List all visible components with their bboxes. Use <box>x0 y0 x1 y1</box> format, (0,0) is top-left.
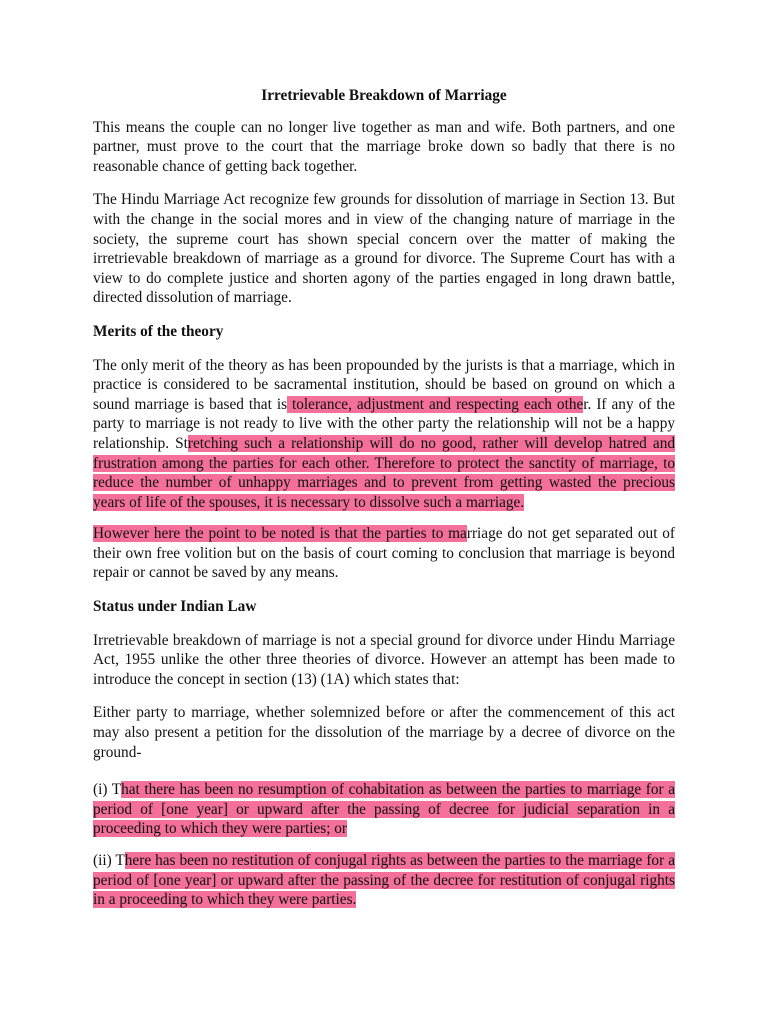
document-title: Irretrievable Breakdown of Marriage <box>261 87 507 104</box>
paragraph-hindu-marriage-act: The Hindu Marriage Act recognize few grounds for dissolution of marriage in Section 13. But with the change in the social mores and in view of the changing nature of marriage in the society, the supreme court has shown special concern over the matter of making the irretrievable breakdown of marriage as a ground for divorce. The Supreme Court has with a view to do complete justice and shorten agony of the parties engaged in long drawn battle, directed dissolution of marriage. <box>93 191 675 307</box>
highlighted-text: tolerance, adjustment and respecting each othe <box>287 395 584 413</box>
text-segment: The only merit of the theory as has been propounded by the jurists is that a marriage, which in practice is considered to be sacramental institution, should be based on ground on which a sound marriage is based that is <box>93 356 675 413</box>
highlighted-text: retching such a relationship will do no good, rather will develop hatred and frustration among the parties for each other. Therefore to protect the sanctity of marriage, to reduce the number of unhappy marriages and to prevent from getting wasted the precious years of life of the spouses, it is necessary to dissolve such a marriage. <box>93 434 675 511</box>
paragraph-definition: This means the couple can no longer live together as man and wife. Both partners, and one partner, must prove to the court that the marriage broke down so badly that there is no reasonable chance of getting back together. <box>93 118 675 175</box>
list-item-prefix: (i) T <box>93 781 122 799</box>
paragraph-status: Irretrievable breakdown of marriage is not a special ground for divorce under Hindu Marriage Act, 1955 unlike the other three theories of divorce. However an attempt has been made to introduce the concept in section (13) (1A) which states that: <box>93 631 675 688</box>
paragraph-merits <box>93 356 675 513</box>
list-item-i <box>93 780 675 839</box>
highlighted-text: However here the point to be noted is that the parties to ma <box>93 525 467 543</box>
highlighted-text: here has been no restitution of conjugal rights as between the parties to the marriage for a period of [one year] or upward after the passing of the decree for restitution of conjugal rights in a proceeding to which they were parties. <box>93 852 675 909</box>
text-segment: rriage do not get separated out of their own free volition but on the basis of court coming to conclusion that marriage is beyond repair or cannot be saved by any means. <box>93 525 676 582</box>
heading-merits: Merits of the theory <box>93 322 224 340</box>
text-segment: r. If any of the party to marriage is not ready to live with the other party the relationship will not be a happy relationship. St <box>93 395 675 452</box>
document-page <box>93 86 675 910</box>
heading-status: Status under Indian Law <box>93 598 257 616</box>
paragraph-either-party: Either party to marriage, whether solemnized before or after the commencement of this act may also present a petition for the dissolution of the marriage by a decree of divorce on the ground- <box>93 704 675 761</box>
list-item-ii <box>93 851 675 910</box>
list-item-prefix: (ii) T <box>93 852 125 869</box>
paragraph-point-noted <box>93 524 675 583</box>
highlighted-text: hat there has been no resumption of cohabitation as between the parties to marriage for a period of [one year] or upward after the passing of decree for judicial separation in a proceeding to which they were parties; or <box>93 781 675 838</box>
